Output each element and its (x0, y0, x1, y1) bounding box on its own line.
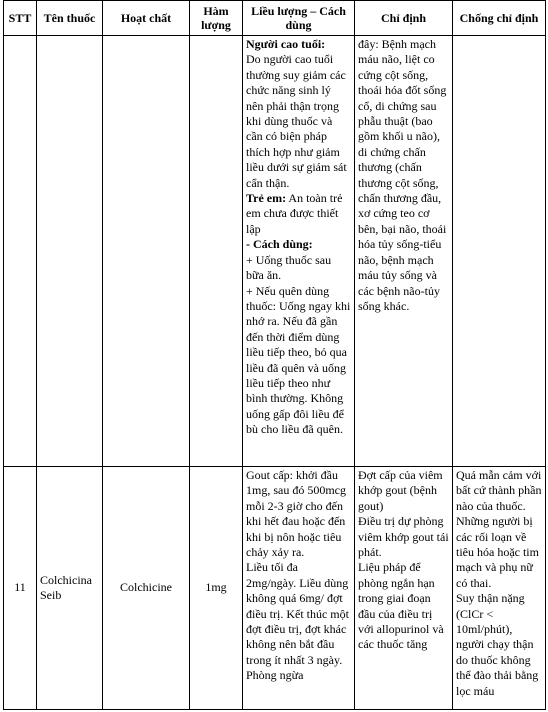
dosage-paragraph: Gout cấp: khởi đầu 1mg, sau đó 500mcg mỗi 2-3 giờ cho đến khi hết đau hoặc đến khi bị nôn hoặc tiêu chảy xảy ra. (246, 468, 346, 560)
cell-indication (355, 467, 453, 710)
indication-paragraph: Đợt cấp của viêm khớp gout (bệnh gout) (358, 468, 443, 513)
header-strength: Hàm lượng (190, 1, 243, 36)
table-header-row (4, 1, 546, 36)
cell-contraindication (453, 36, 546, 467)
cell-dosage (243, 36, 355, 467)
cell-dosage (243, 467, 355, 710)
dosage-paragraph: Trẻ em: An toàn trẻ em chưa được thiết lập (246, 191, 343, 236)
table-row (4, 36, 546, 467)
cell-strength (190, 36, 243, 467)
indication-paragraph: Điều trị dự phòng viêm khớp gout tái phát. (358, 514, 449, 560)
cell-contraindication (453, 467, 546, 710)
drug-table (3, 0, 546, 710)
header-dosage: Liều lượng – Cách dùng (243, 1, 355, 36)
cell-stt (4, 36, 37, 467)
contraindication-paragraph: Quá mẫn cảm với bất cứ thành phần nào của thuốc. (456, 468, 542, 513)
header-contraindication: Chống chỉ định (453, 1, 546, 36)
dosage-paragraph: Liều tối đa 2mg/ngày. Liều dùng không quá 6mg/ đợt điều trị. Kết thúc một đợt điều trị, đợt khác không nên bắt đầu trong ít nhất 3 ngày. Phòng ngừa (246, 560, 349, 683)
dosage-paragraph: Do người cao tuổi thường suy giảm các chức năng sinh lý nên phải thận trọng khi dùng thuốc và cần có biện pháp thích hợp như giảm liều dưới sự giám sát cẩn thận. (246, 52, 347, 190)
table-row (4, 467, 546, 710)
contraindication-paragraph: Suy thận nặng (ClCr < 10ml/phút), người chạy thận do thuốc không thể đào thải bằng lọc máu (456, 591, 539, 698)
header-active-ingredient: Hoạt chất (103, 1, 190, 36)
header-stt: STT (4, 1, 37, 36)
cell-drug-name (37, 36, 103, 467)
header-indication: Chỉ định (355, 1, 453, 36)
indication-paragraph: Liệu pháp để phòng ngắn hạn trong giai đoạn đầu của điều trị với allopurinol và các thuốc tăng (358, 560, 444, 652)
cell-stt: 11 (4, 467, 37, 710)
cell-active-ingredient: Colchicine (103, 467, 190, 710)
cell-indication: đây: Bệnh mạch máu não, liệt co cứng cột sống, thoái hóa đốt sống cổ, di chứng sau phẫu thuật (bao gồm khối u não), di chứng chấn thương (chấn thương cột sống, chấn thương đầu, xơ cứng teo cơ bên, bại não, thoái hóa tủy sống-tiểu não, bệnh mạch máu tủy sống và các bệnh não-tủy sống khác. (355, 36, 453, 467)
contraindication-paragraph: Những người bị các rối loạn về tiêu hóa hoặc tim mạch và phụ nữ có thai. (456, 514, 539, 590)
header-drug-name: Tên thuốc (37, 1, 103, 36)
dosage-paragraph: + Nếu quên dùng thuốc: Uống ngay khi nhớ ra. Nếu đã gần đến thời điểm dùng liều tiếp theo, bỏ qua liều đã quên và uống liều tiếp theo như bình thường. Không uống gấp đôi liều để bù cho liều đã quên. (246, 283, 351, 437)
cell-strength: 1mg (190, 467, 243, 710)
dosage-paragraph: - Cách dùng: (246, 237, 313, 252)
cell-active-ingredient (103, 36, 190, 467)
dosage-paragraph: Người cao tuổi: (246, 37, 326, 51)
dosage-paragraph: + Uống thuốc sau bữa ăn. (246, 252, 332, 283)
cell-drug-name: Colchicina Seib (37, 467, 103, 710)
